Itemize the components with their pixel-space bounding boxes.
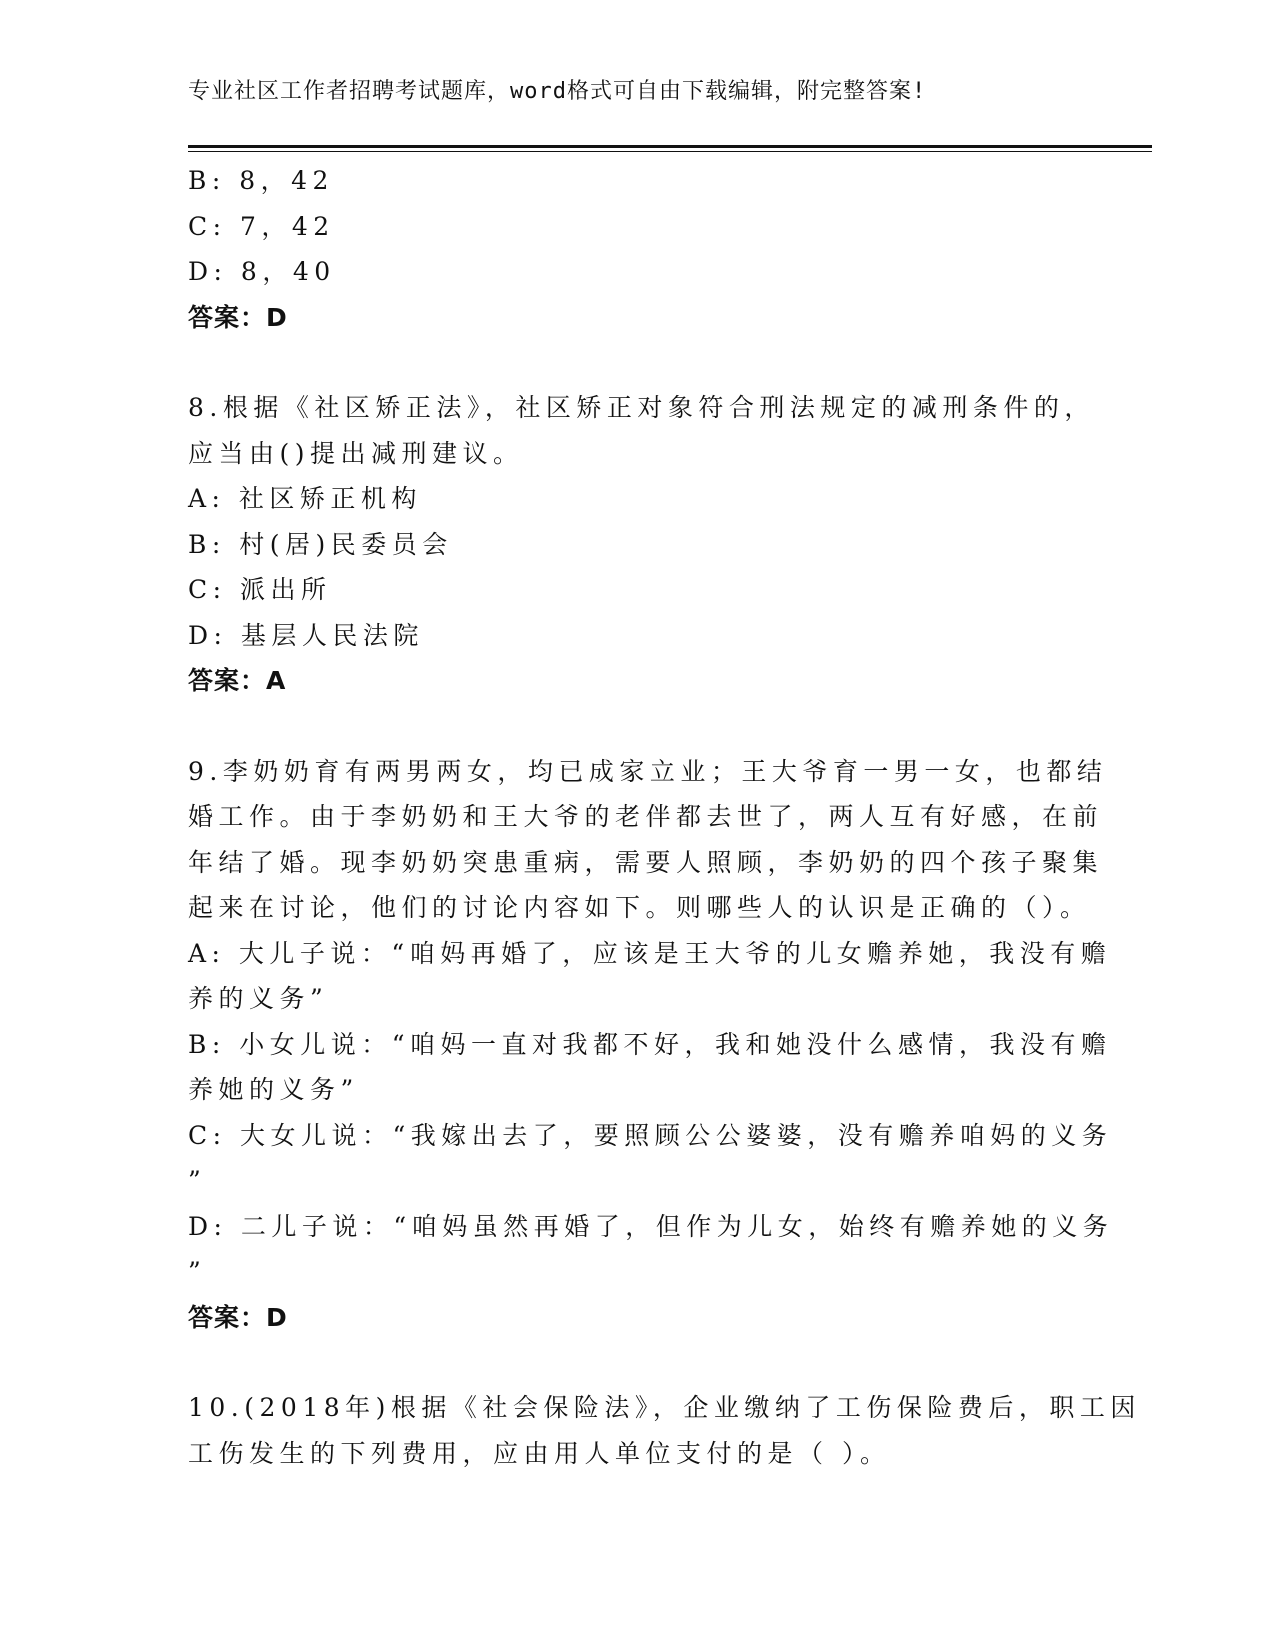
question-9-option-c-line2: ” [188,1166,207,1195]
question-9-stem-line: 年结了婚。现李奶奶突患重病，需要人照顾，李奶奶的四个孩子聚集 [188,847,1104,877]
question-8-option-b: B: 村(居)民委员会 [188,529,453,559]
question-8-option-c: C: 派出所 [188,575,332,604]
question-9-answer: 答案：D [188,1302,288,1332]
question-9-option-b-line2: 养她的义务” [188,1075,359,1104]
question-9-option-a-line2: 养的义务” [188,984,329,1013]
question-10-stem-line1: 10.(2018年)根据《社会保险法》，企业缴纳了工伤保险费后，职工因 [188,1393,1141,1422]
question-8-option-d: D: 基层人民法院 [188,620,424,650]
option-d: D: 8，40 [188,257,336,286]
question-9-stem-line: 婚工作。由于李奶奶和王大爷的老伴都去世了，两人互有好感，在前 [188,802,1104,831]
question-9-option-d-line2: ” [188,1257,207,1286]
option-b: B: 8，42 [188,166,334,195]
question-8-stem-line1: 8.根据《社区矫正法》，社区矫正对象符合刑法规定的减刑条件的， [188,393,1095,422]
question-8-stem-line2: 应当由()提出减刑建议。 [188,438,524,468]
question-9-stem-line: 起来在讨论，他们的讨论内容如下。则哪些人的认识是正确的（）。 [188,893,1091,922]
header-rule-thick [188,145,1152,148]
question-9-stem-line: 9.李奶奶育有两男两女，均已成家立业；王大爷育一男一女，也都结 [188,756,1108,786]
option-c: C: 7，42 [188,211,335,241]
document-body [188,158,1141,1476]
spacer [188,1340,1088,1385]
spacer [188,704,1088,749]
question-10-stem-line2: 工伤发生的下列费用，应由用人单位支付的是（ ）。 [188,1438,891,1468]
question-9-option-c-line1: C: 大女儿说：“我嫁出去了，要照顾公公婆婆，没有赡养咱妈的义务 [188,1120,1113,1150]
question-8-answer: 答案：A [188,666,287,695]
spacer [188,340,1088,385]
answer: 答案：D [188,302,288,332]
question-9-option-d-line1: D: 二儿子说：“咱妈虽然再婚了，但作为儿女，始终有赡养她的义务 [188,1211,1114,1241]
page-header: 专业社区工作者招聘考试题库，word格式可自由下载编辑，附完整答案! [188,79,927,104]
question-9-option-b-line1: B: 小女儿说：“咱妈一直对我都不好，我和她没什么感情，我没有赡 [188,1029,1112,1059]
header-rule-thin [188,151,1152,152]
question-9-option-a-line1: A: 大儿子说：“咱妈再婚了，应该是王大爷的儿女赡养她，我没有赡 [188,938,1112,968]
question-8-option-a: A: 社区矫正机构 [188,484,422,513]
